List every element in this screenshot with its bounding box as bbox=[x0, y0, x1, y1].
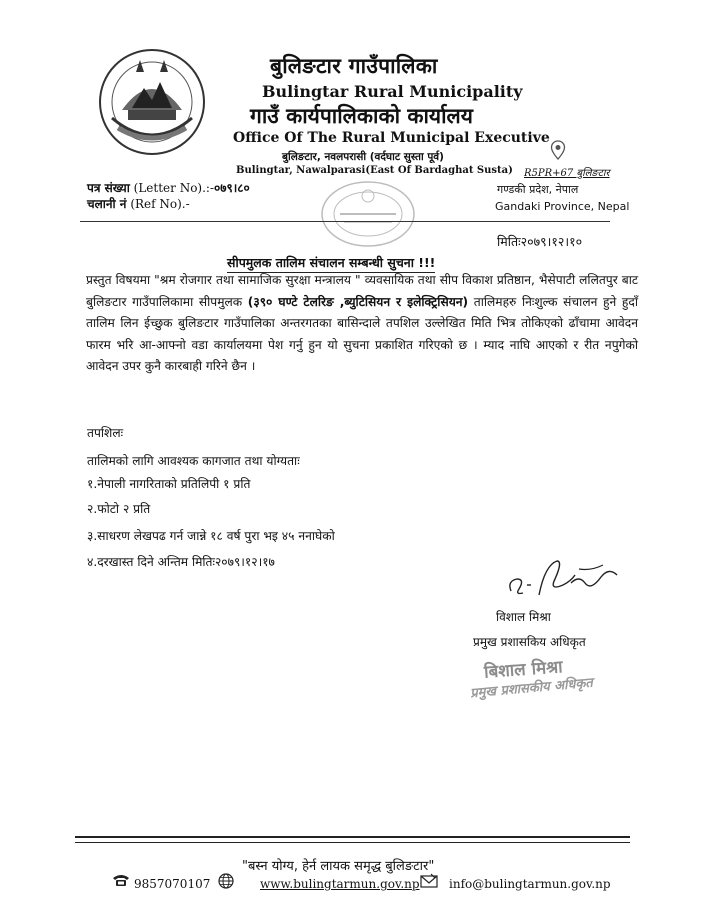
requirement-item: ४.दरखास्त दिने अन्तिम मितिः२०७९।१२।१७ bbox=[87, 555, 275, 569]
nepal-emblem-icon bbox=[98, 48, 206, 156]
footer-website-link[interactable]: www.bulingtarmun.gov.np bbox=[260, 877, 420, 891]
requirements-heading: तालिमको लागि आवश्यक कागजात तथा योग्यताः bbox=[87, 454, 300, 468]
footer-email[interactable]: info@bulingtarmun.gov.np bbox=[449, 877, 611, 891]
body-text-highlight: (३९० घण्टे टेलरिङ ,ब्युटिसियन र इलेक्ट्रिसियन) bbox=[247, 294, 469, 309]
office-name-nepali: गाउँ कार्यपालिकाको कार्यालय bbox=[250, 104, 473, 128]
letter-no-value: ०७९।८० bbox=[214, 181, 250, 195]
province-nepali: गण्डकी प्रदेश, नेपाल bbox=[497, 183, 579, 196]
municipality-slogan: "बस्न योग्य, हेर्न लायक समृद्ध बुलिङटार" bbox=[242, 859, 435, 874]
office-name-english: Office Of The Rural Municipal Executive bbox=[233, 130, 550, 146]
footer-divider-thick bbox=[75, 836, 630, 838]
header-divider bbox=[80, 221, 610, 222]
letter-number bbox=[87, 179, 250, 196]
notice-body bbox=[86, 270, 638, 378]
requirement-item: २.फोटो २ प्रति bbox=[87, 502, 151, 516]
telephone-icon bbox=[112, 873, 130, 887]
address-nepali: बुलिङटार, नवलपरासी (वर्दघाट सुस्ता पूर्व) bbox=[282, 151, 444, 163]
globe-icon bbox=[218, 873, 234, 889]
body-text-end: तालिमहरु निःशुल्क संचालन हुने हुदाँ तालिम लिन ईच्छुक बुलिङटार गाउँपालिका अन्तरगतका बासिन्दाले तपशिल उल्लेखित मिति भित्र तोकिएको ढाँचामा आवेदन फारम भरि आ-आफ्नो वडा कार्यालयमा पेश गर्नु हुन यो सुचना प्रकाशित गरिएको छ । म्याद नाघि आएको र रीत नपुगेको आवेदन उपर कुनै कारबाही गरिने छैन । bbox=[86, 294, 638, 373]
ref-no-label-english: (Ref No).- bbox=[130, 197, 190, 211]
notice-subject: सीपमुलक तालिम संचालन सम्बन्धी सुचना !!! bbox=[227, 254, 435, 273]
address-english: Bulingtar, Nawalparasi(East Of Bardaghat Susta) bbox=[236, 165, 513, 176]
letter-no-label-english: (Letter No).:- bbox=[133, 181, 215, 195]
requirement-item: १.नेपाली नागरिताको प्रतिलिपी १ प्रति bbox=[87, 477, 251, 491]
letter-no-label-nepali: पत्र संख्या bbox=[87, 181, 130, 195]
body-text-start: प्रस्तुत विषयमा "श्रम रोजगार तथा सामाजिक सुरक्षा मन्त्रालय " व्यवसायिक तथा सीप विकाश प्रतिष्ठान, भैसेपाटी ललितपुर बाट बुलिङटार गाउँपालिकामा सीपमुलक bbox=[86, 273, 638, 309]
signatory-title: प्रमुख प्रशासकिय अधिकृत bbox=[473, 635, 586, 649]
requirement-item: ३.साधरण लेखपढ गर्न जान्ने १८ वर्ष पुरा भइ ४५ ननाघेको bbox=[87, 529, 335, 543]
footer-divider-thin bbox=[75, 842, 630, 843]
envelope-icon bbox=[420, 872, 438, 890]
municipality-name-nepali: बुलिङटार गाउँपालिका bbox=[270, 54, 438, 78]
plus-code: R5PR+67 बुलिङटार bbox=[524, 168, 610, 179]
seal-signatory-name: बिशाल मिश्रा bbox=[483, 657, 564, 683]
tapsil-label: तपशिलः bbox=[87, 426, 124, 440]
seal-signatory-title: प्रमुख प्रशासकीय अधिकृत bbox=[469, 675, 594, 702]
handwritten-signature bbox=[505, 555, 623, 605]
map-pin-icon bbox=[550, 140, 566, 160]
letter-date: मितिः२०७९।१२।१० bbox=[497, 234, 583, 249]
signatory-name: विशाल मिश्रा bbox=[496, 610, 551, 624]
footer-phone[interactable]: 9857070107 bbox=[134, 877, 211, 891]
ref-no-label-nepali: चलानी नं bbox=[87, 197, 127, 211]
reference-number bbox=[87, 195, 190, 212]
faded-office-stamp-icon bbox=[318, 178, 418, 250]
municipality-name-english: Bulingtar Rural Municipality bbox=[262, 82, 523, 101]
province-english: Gandaki Province, Nepal bbox=[495, 200, 630, 213]
